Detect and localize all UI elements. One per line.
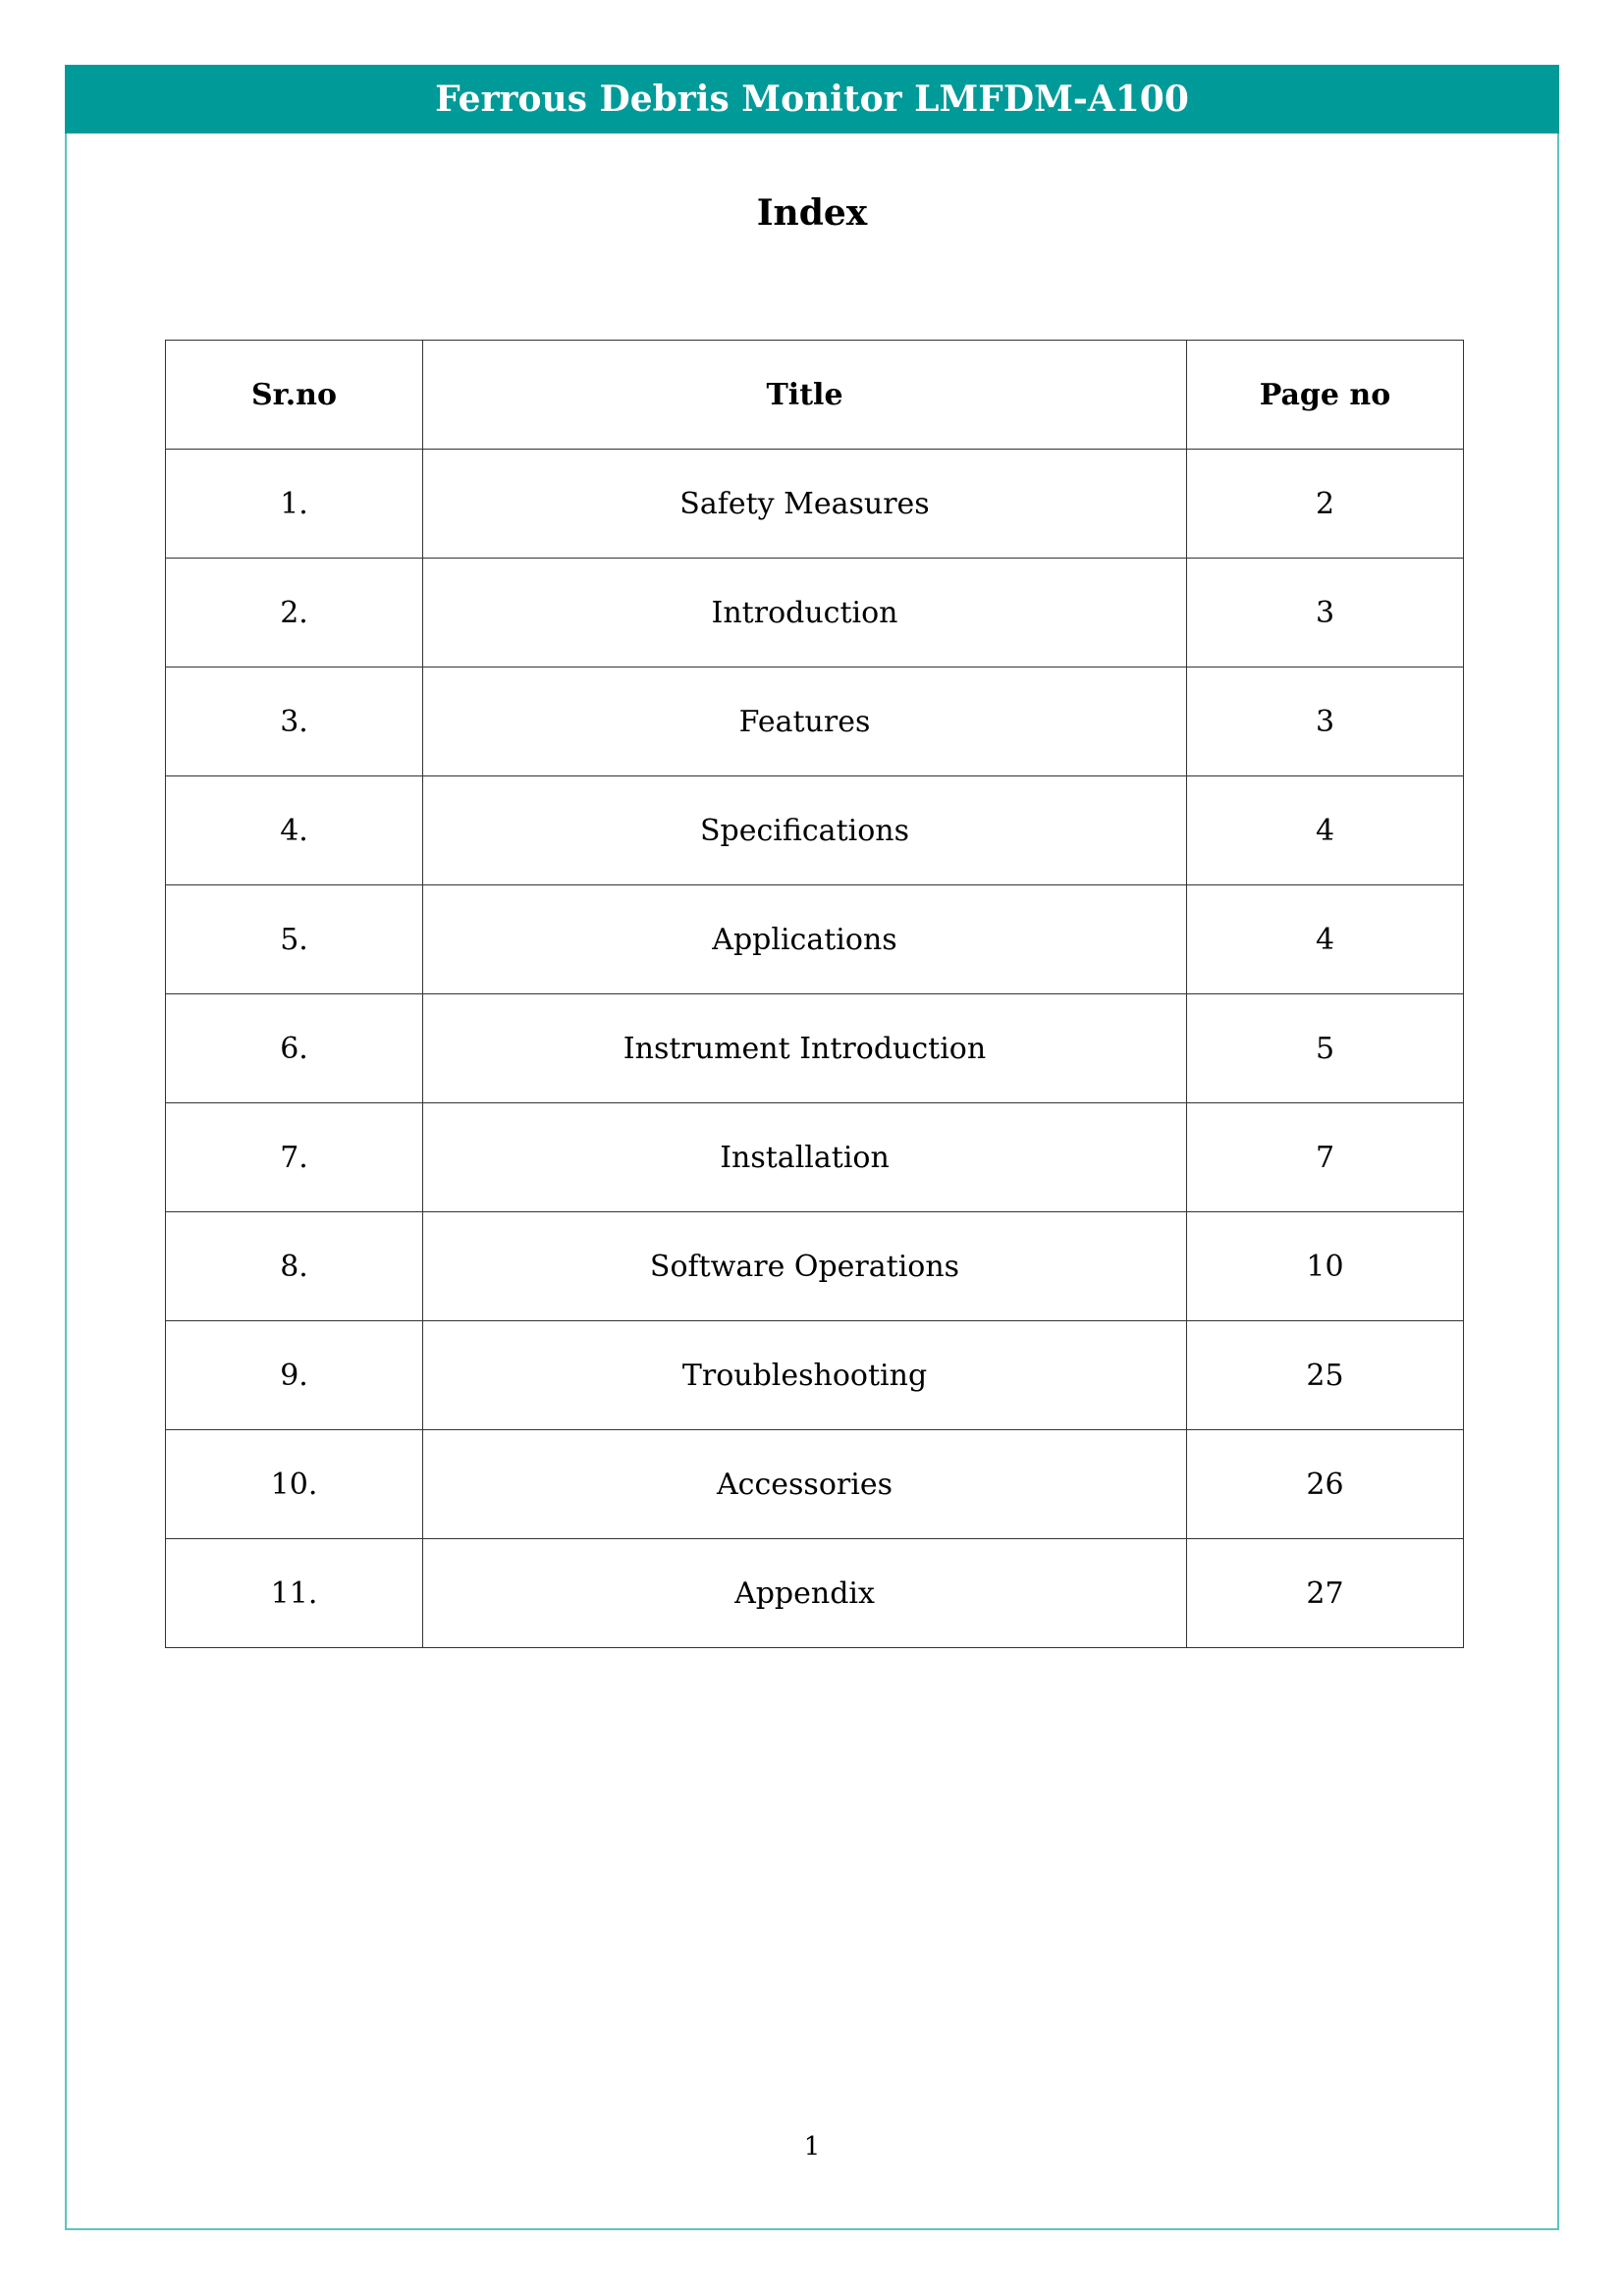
table-row [166, 1430, 1464, 1539]
table-row [166, 994, 1464, 1103]
table-row [166, 450, 1464, 559]
row-sr-no: 8. [166, 1212, 423, 1321]
row-sr-no: 1. [166, 450, 423, 559]
row-page-no: 25 [1187, 1321, 1464, 1430]
row-title: Installation [423, 1103, 1187, 1212]
row-title: Appendix [423, 1539, 1187, 1648]
row-title: Applications [423, 885, 1187, 994]
row-title: Software Operations [423, 1212, 1187, 1321]
column-header-sr-no: Sr.no [166, 341, 423, 450]
row-sr-no: 7. [166, 1103, 423, 1212]
table-row [166, 1103, 1464, 1212]
row-page-no: 7 [1187, 1103, 1464, 1212]
row-page-no: 10 [1187, 1212, 1464, 1321]
row-sr-no: 9. [166, 1321, 423, 1430]
table-header-row [166, 341, 1464, 450]
table-row [166, 667, 1464, 776]
table-row [166, 1212, 1464, 1321]
row-page-no: 27 [1187, 1539, 1464, 1648]
row-title: Troubleshooting [423, 1321, 1187, 1430]
row-page-no: 5 [1187, 994, 1464, 1103]
table-row [166, 1321, 1464, 1430]
table-row [166, 559, 1464, 667]
row-title: Introduction [423, 559, 1187, 667]
header-title: Ferrous Debris Monitor LMFDM-A100 [435, 79, 1189, 120]
row-sr-no: 3. [166, 667, 423, 776]
row-sr-no: 6. [166, 994, 423, 1103]
row-title: Instrument Introduction [423, 994, 1187, 1103]
index-table [165, 340, 1464, 1648]
row-sr-no: 2. [166, 559, 423, 667]
row-sr-no: 11. [166, 1539, 423, 1648]
column-header-page-no: Page no [1187, 341, 1464, 450]
row-sr-no: 10. [166, 1430, 423, 1539]
row-sr-no: 5. [166, 885, 423, 994]
table-row [166, 885, 1464, 994]
row-sr-no: 4. [166, 776, 423, 885]
page-number: 1 [803, 2132, 821, 2162]
row-title: Specifications [423, 776, 1187, 885]
row-page-no: 2 [1187, 450, 1464, 559]
table-row [166, 776, 1464, 885]
column-header-title: Title [423, 341, 1187, 450]
row-page-no: 3 [1187, 667, 1464, 776]
document-header [65, 65, 1559, 133]
row-title: Features [423, 667, 1187, 776]
row-page-no: 4 [1187, 776, 1464, 885]
row-page-no: 4 [1187, 885, 1464, 994]
row-title: Accessories [423, 1430, 1187, 1539]
row-title: Safety Measures [423, 450, 1187, 559]
index-heading: Index [756, 192, 868, 234]
row-page-no: 26 [1187, 1430, 1464, 1539]
table-row [166, 1539, 1464, 1648]
row-page-no: 3 [1187, 559, 1464, 667]
